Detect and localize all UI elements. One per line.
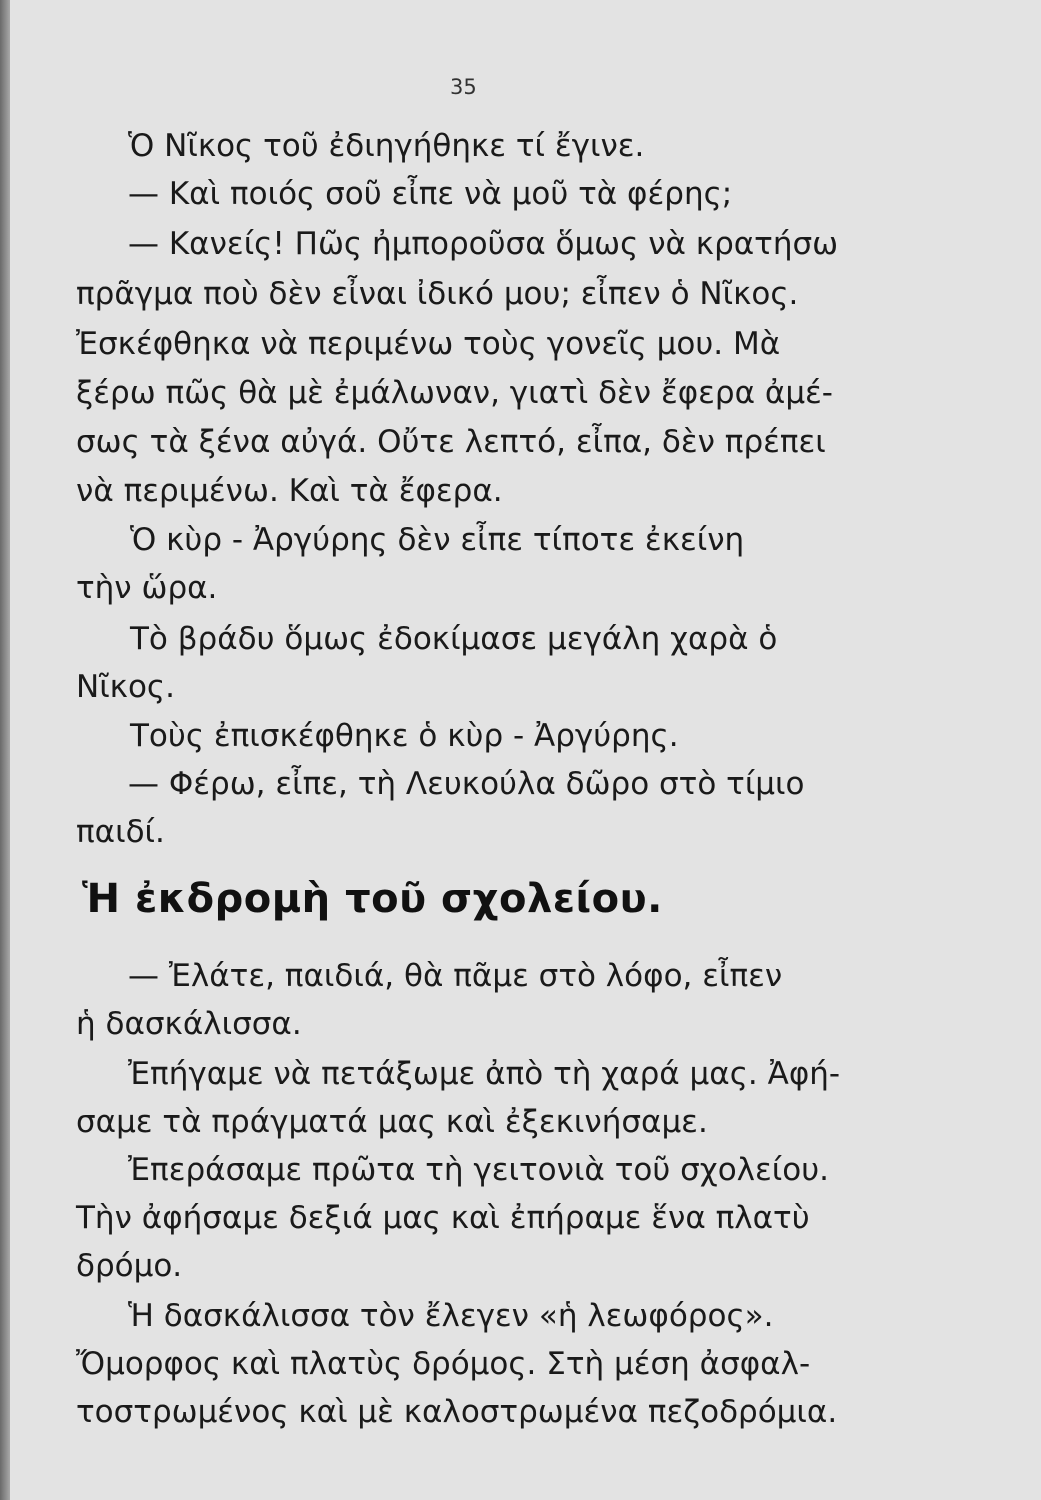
text-line: Ὄμορφος καὶ πλατὺς δρόμος. Στὴ μέση ἀσφαλ- bbox=[76, 1346, 811, 1382]
text-line: νὰ περιμένω. Καὶ τὰ ἔφερα. bbox=[76, 473, 503, 509]
text-line: παιδί. bbox=[76, 814, 165, 850]
text-line: ἡ δασκάλισσα. bbox=[76, 1006, 302, 1042]
section-heading: Ἡ ἐκδρομὴ τοῦ σχολείου. bbox=[82, 876, 663, 922]
book-page bbox=[10, 0, 1041, 1500]
text-line: Ὁ Νῖκος τοῦ ἐδιηγήθηκε τί ἔγινε. bbox=[128, 128, 645, 164]
text-line: πρᾶγμα ποὺ δὲν εἶναι ἰδικό μου; εἶπεν ὁ Νῖκος. bbox=[76, 276, 799, 312]
text-line: Ἡ δασκάλισσα τὸν ἔλεγεν «ἡ λεωφόρος». bbox=[128, 1298, 774, 1334]
page-number: 35 bbox=[450, 75, 477, 99]
text-line: — Ἐλάτε, παιδιά, θὰ πᾶμε στὸ λόφο, εἶπεν bbox=[128, 958, 783, 994]
text-line: — Κανείς! Πῶς ἠμποροῦσα ὅμως νὰ κρατήσω bbox=[128, 226, 839, 262]
text-line: Ὁ κὺρ - Ἀργύρης δὲν εἶπε τίποτε ἐκείνη bbox=[130, 522, 745, 558]
text-line: ξέρω πῶς θὰ μὲ ἐμάλωναν, γιατὶ δὲν ἔφερα ἀμέ- bbox=[76, 375, 833, 411]
text-line: Ἐπήγαμε νὰ πετάξωμε ἀπὸ τὴ χαρά μας. Ἀφή- bbox=[128, 1056, 841, 1092]
text-line: Ἐπεράσαμε πρῶτα τὴ γειτονιὰ τοῦ σχολείου. bbox=[128, 1152, 830, 1188]
text-line: σαμε τὰ πράγματά μας καὶ ἐξεκινήσαμε. bbox=[76, 1104, 708, 1140]
text-line: δρόμο. bbox=[76, 1248, 183, 1284]
text-line: σως τὰ ξένα αὐγά. Οὔτε λεπτό, εἶπα, δὲν πρέπει bbox=[76, 424, 826, 460]
text-line: — Καὶ ποιός σοῦ εἶπε νὰ μοῦ τὰ φέρης; bbox=[128, 176, 733, 212]
text-line: — Φέρω, εἶπε, τὴ Λευκούλα δῶρο στὸ τίμιο bbox=[128, 766, 805, 802]
text-line: τὴν ὥρα. bbox=[76, 570, 218, 606]
text-line: Τὴν ἀφήσαμε δεξιά μας καὶ ἐπήραμε ἕνα πλατὺ bbox=[76, 1200, 810, 1236]
text-line: Νῖκος. bbox=[76, 669, 175, 705]
text-line: Ἐσκέφθηκα νὰ περιμένω τοὺς γονεῖς μου. Μὰ bbox=[76, 326, 781, 362]
book-binding-edge bbox=[0, 0, 10, 1500]
text-line: Τοὺς ἐπισκέφθηκε ὁ κὺρ - Ἀργύρης. bbox=[130, 718, 679, 754]
text-line: τοστρωμένος καὶ μὲ καλοστρωμένα πεζοδρόμια. bbox=[76, 1394, 838, 1430]
text-line: Τὸ βράδυ ὅμως ἐδοκίμασε μεγάλη χαρὰ ὁ bbox=[130, 621, 778, 657]
